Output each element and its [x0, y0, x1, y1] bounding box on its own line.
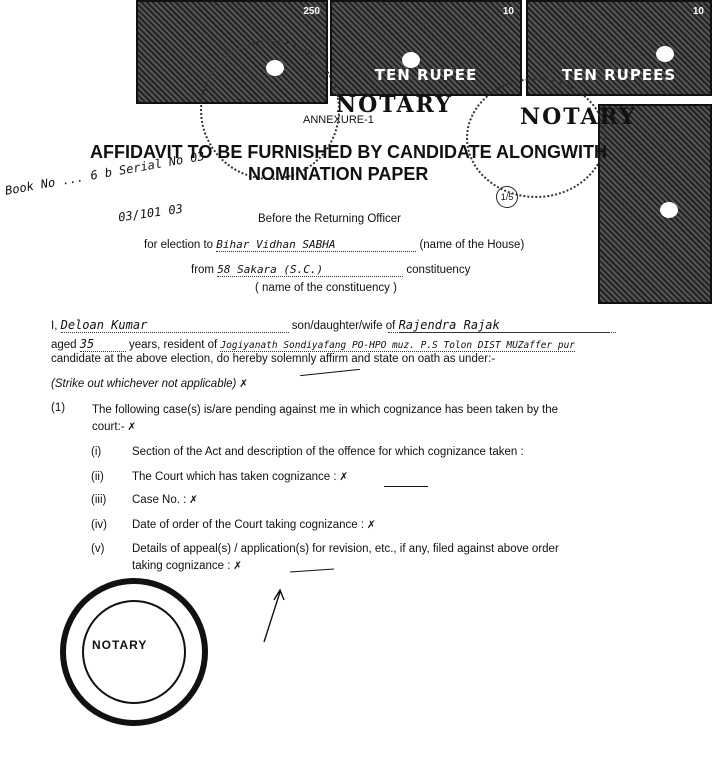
seal-inner-ring	[82, 600, 186, 704]
circled-mark: 1/5	[496, 186, 518, 208]
item-v: (v) Details of appeal(s) / application(s) for revision, etc., if any, filed against above order	[91, 543, 559, 555]
page-subtitle: NOMINATION PAPER	[248, 164, 429, 184]
seal-impression	[466, 78, 606, 198]
book-serial: Book No ... 6 b Serial No 03	[4, 148, 206, 198]
aged-line: aged 35 years, resident of Jogiyanath Sondiyafang PO-HPO muz. P.S Tolon DIST MUZaffer pur	[51, 337, 576, 351]
item-i: (i) Section of the Act and description of the offence for which cognizance taken :	[91, 446, 524, 458]
para-1-number: (1)	[51, 402, 66, 414]
residence-field: Jogiyanath Sondiyafang PO-HPO muz. P.S Tolon DIST MUZaffer pur	[220, 340, 576, 351]
dotted-rule	[388, 332, 616, 333]
para-1-text: The following case(s) is/are pending against me in which cognizance has been taken by the	[92, 404, 559, 416]
cross-mark: ✗	[239, 376, 248, 391]
constituency-field: 58 Sakara (S.C.)	[217, 263, 403, 277]
cross-mark: ✗	[339, 469, 348, 484]
item-iii: (iii) Case No. : ✗	[91, 492, 198, 507]
revenue-stamp-2: 10 TEN RUPEE	[330, 0, 522, 96]
age-field: 35	[80, 337, 126, 352]
notary-seal	[60, 578, 208, 726]
cross-mark: ✗	[233, 558, 242, 573]
pen-stroke	[300, 369, 360, 376]
stamp-label: TEN RUPEES	[561, 66, 677, 84]
name-field: Deloan Kumar	[61, 318, 289, 333]
constituency-caption: ( name of the constituency )	[255, 282, 397, 294]
revenue-stamp-3: 10 TEN RUPEES	[526, 0, 712, 96]
stamp-mark	[660, 202, 678, 218]
revenue-stamp-4	[598, 104, 712, 304]
page-title: AFFIDAVIT TO BE FURNISHED BY CANDIDATE ALONGWITH	[90, 142, 607, 162]
item-iv: (iv) Date of order of the Court taking cognizance : ✗	[91, 517, 376, 532]
strike-note: (Strike out whichever not applicable) ✗	[51, 376, 248, 391]
pen-arrow	[258, 586, 288, 646]
cross-mark: ✗	[367, 517, 376, 532]
cross-mark: ✗	[189, 492, 198, 507]
election-line: for election to Bihar Vidhan SABHA (name of the House)	[144, 238, 525, 251]
seal-text: NOTARY	[92, 638, 148, 652]
pen-stroke	[384, 486, 428, 487]
house-field: Bihar Vidhan SABHA	[216, 238, 416, 252]
name-line: I, Deloan Kumar son/daughter/wife of Rajendra Rajak	[51, 318, 609, 333]
candidate-statement: candidate at the above election, do hereby solemnly affirm and state on oath as under:-	[51, 353, 496, 365]
annexure-label: ANNEXURE-1	[303, 114, 374, 126]
stamp-label: TEN RUPEE	[374, 66, 478, 84]
pen-stroke	[290, 568, 334, 572]
revenue-stamp-1: 250	[136, 0, 328, 104]
before-officer: Before the Returning Officer	[258, 213, 401, 225]
notary-stamp: NOTARY	[520, 104, 637, 130]
cross-mark: ✗	[127, 419, 136, 434]
father-field: Rajendra Rajak	[399, 318, 609, 333]
serial-number: 03/101 03	[117, 201, 184, 225]
item-v-continued: taking cognizance : ✗	[132, 558, 242, 573]
from-line: from 58 Sakara (S.C.) constituency	[191, 263, 471, 276]
para-1-court: court:- ✗	[92, 419, 136, 434]
item-ii: (ii) The Court which has taken cognizance : ✗	[91, 469, 348, 484]
stamp-mark	[656, 46, 674, 62]
notary-stamp: NOTARY	[336, 92, 453, 118]
